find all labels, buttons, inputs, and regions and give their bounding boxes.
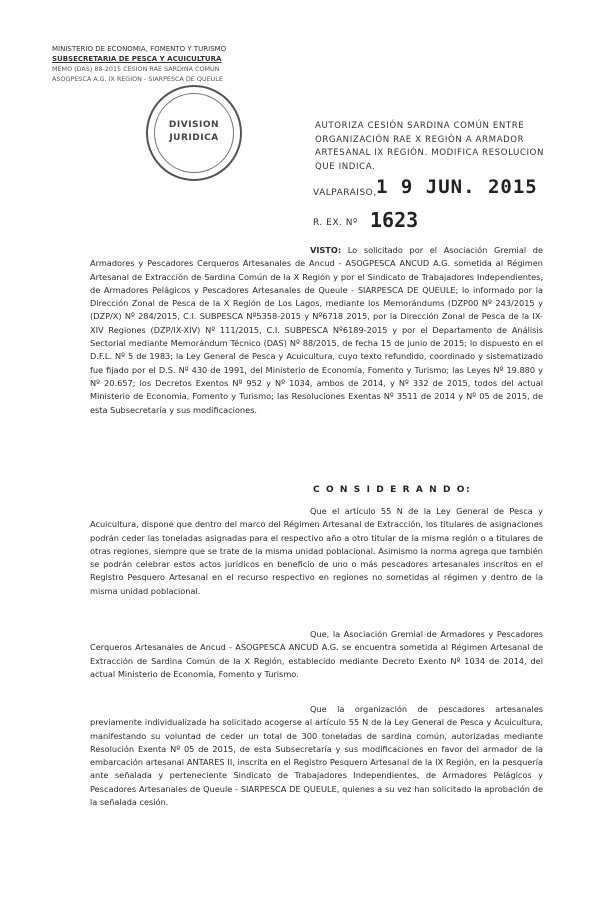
stamp-line-2: JURIDICA	[169, 133, 219, 143]
considerando-paragraph-2: Que, la Asociación Gremial de Armadores y Pescadores Cerqueros Artesanales de Ancud - ASOGPESCA ANCUD A.G. se encuentra sometida al Régimen Artesanal de Extracción de Sardina Común de la X Región, establecido mediante Decreto Exento Nº 1034 de 2014, del actual Ministerio de Economía, Fomento y Turismo.	[90, 629, 543, 679]
date-stamp: 1 9 JUN. 2015	[376, 176, 538, 198]
resolution-title: AUTORIZA CESIÓN SARDINA COMÚN ENTRE ORGANIZACIÓN RAE X REGIÓN A ARMADOR ARTESANAL IX REGIÓN. MODIFICA RESOLUCION QUE INDICA.	[315, 121, 545, 172]
reference-line: MEMO (DAS) 88-2015 CESION RAE SARDINA COMUN	[52, 65, 220, 73]
rex-number: 1623	[370, 208, 419, 232]
stamp-line-1: DIVISION	[168, 120, 220, 130]
letterhead	[52, 44, 226, 84]
reference-line-2: ASOGPESCA A.G. IX REGION - SIARPESCA DE QUEULE	[52, 75, 223, 83]
ministry-name: MINISTERIO DE ECONOMIA, FOMENTO Y TURISMO	[52, 45, 227, 53]
visto-paragraph	[90, 244, 543, 417]
visto-text: Lo solicitado por el Asociación Gremial de Armadores y Pescadores Cerqueros Artesanales de Ancud - ASOGPESCA ANCUD A.G. sometida al Régimen Artesanal de Extracción de Sardina Común de la X Región y por el Sindicato de Trabajadores Independientes, de Armadores Pelágicos y Pescadores Artesanales de Queule - SIARPESCA DE QUEULE; lo informado por la Dirección Zonal de Pesca de la X Región de Los Lagos, mediante los Memorándums (DZP00 Nº 243/2015 y (DZP/X) Nº 284/2015, C.I. SUBPESCA Nº5358-2015 y Nº6718 2015, por la Dirección Zonal de Pesca de la IX-XIV Regiones (DZP/IX-XIV) Nº 111/2015, C.I. SUBPESCA Nº6189-2015 y por el Departamento de Análisis Sectorial mediante Memorándum Técnico (DAS) Nº 88/2015, de fecha 15 de junio de 2015; lo dispuesto en el D.F.L. Nº 5 de 1983; la Ley General de Pesca y Acuicultura, cuyo texto refundido, coordinado y sistematizado fue fijado por el D.S. Nº 430 de 1991, del Ministerio de Economía, Fomento y Turismo; las Leyes Nº 19.880 y Nº 20.657; los Decretos Exentos Nº 952 y Nº 1034, ambos de 2014, y Nº 332 de 2015, todos del actual Ministerio de Economía, Fomento y Turismo; las Resoluciones Exentas Nº 3511 de 2014 y Nº 05 de 2015, de esta Subsecretaría y sus modificaciones.	[90, 245, 543, 415]
place-label: VALPARAISO,	[313, 188, 377, 198]
considerando-heading: C O N S I D E R A N D O:	[313, 485, 472, 495]
considerando-paragraph-1: Que el artículo 55 N de la Ley General de Pesca y Acuicultura, dispone que dentro del marco del Régimen Artesanal de Extracción, los titulares de asignaciones podrán ceder las toneladas asignadas para el respectivo año a otro titular de la misma región o a titulares de otras regiones, siempre que se trate de la misma unidad poblacional. Asimismo la norma agrega que también se podrán celebrar estos actos jurídicos en beneficio de uno o más pescadores artesanales inscritos en el Registro Pesquero Artesanal en el recurso respectivo en regiones no sometidas al régimen y dentro de la misma unidad poblacional.	[90, 506, 543, 596]
division-juridica-stamp	[146, 85, 242, 181]
considerando-paragraph-3: Que la organización de pescadores artesanales previamente individualizada ha solicitado acogerse al artículo 55 N de la Ley General de Pesca y Acuicultura, manifestando su voluntad de ceder un total de 300 toneladas de sardina común, autorizadas mediante Resolución Exenta Nº 05 de 2015, de esta Subsecretaría y sus modificaciones en favor del armador de la embarcación artesanal ANTARES II, inscrita en el Registro Pesquero Artesanal de la IX Región, en la pesquería ante señalada y perteneciente Sindicato de Trabajadores Independientes, de Armadores Pelágicos y Pescadores Artesanales de Queule - SIARPESCA DE QUEULE, quienes a su vez han solicitado la aprobación de la señalada cesión.	[90, 704, 543, 808]
rex-label: R. EX. Nº	[313, 218, 358, 228]
visto-label: VISTO:	[310, 245, 342, 255]
subsecretaria-name: SUBSECRETARIA DE PESCA Y ACUICULTURA	[52, 55, 222, 63]
